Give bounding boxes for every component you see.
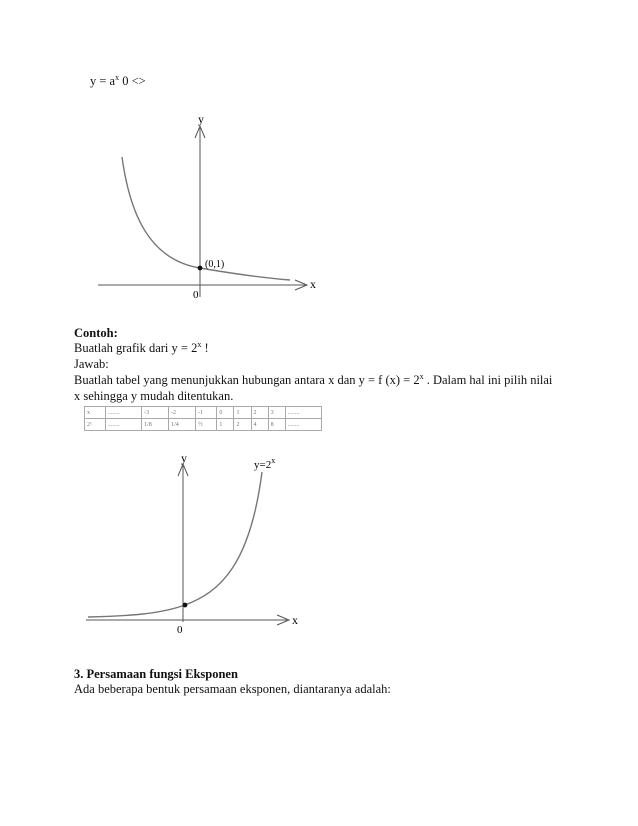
table-cell: 0 [217, 407, 234, 419]
table-cell: 4 [251, 419, 268, 431]
table-cell: 8 [268, 419, 285, 431]
table-cell: ........ [105, 419, 141, 431]
table-cell: 1 [217, 419, 234, 431]
graph1-point [198, 266, 203, 271]
graph2-y-label: y [181, 451, 187, 465]
section3-body: Ada beberapa bentuk persamaan eksponen, diantaranya adalah: [74, 682, 391, 696]
graph2-point [183, 603, 188, 608]
graph2-curve-label: $y=2^x$ [254, 456, 276, 471]
table-cell: ........ [285, 419, 321, 431]
contoh-line4: x sehingga y mudah ditentukan. [74, 389, 234, 403]
table-row [85, 419, 322, 431]
table-cell: 1 [234, 407, 251, 419]
table-cell: 2ˣ [85, 419, 106, 431]
graph1-y-label: y [198, 112, 204, 126]
table-cell: 2 [234, 419, 251, 431]
table-cell: -1 [196, 407, 217, 419]
contoh-heading: Contoh: [74, 326, 118, 340]
graph2-origin-label: 0 [177, 624, 183, 636]
contoh-line3: Buatlah tabel yang menunjukkan hubungan antara x dan y = f $(x) = 2^x$ . Dalam hal ini pilih nilai [74, 372, 553, 387]
table-cell: -2 [169, 407, 196, 419]
table-cell: ½ [196, 419, 217, 431]
graph2-curve [88, 472, 262, 617]
table-cell: x [85, 407, 106, 419]
table-cell: ........ [285, 407, 321, 419]
graph1-x-label: x [310, 277, 316, 291]
header-formula: $y = a^x$ 0 <> [90, 73, 146, 88]
table-row [85, 407, 322, 419]
table-cell: 2 [251, 407, 268, 419]
graph1-origin-label: 0 [193, 289, 199, 301]
table-cell: 1/4 [169, 419, 196, 431]
contoh-line1: Buatlah grafik dari $y = 2^x$ ! [74, 340, 209, 355]
table-cell: ........ [105, 407, 141, 419]
section3-heading: 3. Persamaan fungsi Eksponen [74, 667, 238, 681]
contoh-jawab: Jawab: [74, 357, 109, 371]
table-cell: 3 [268, 407, 285, 419]
table-cell: 1/8 [142, 419, 169, 431]
graph2-x-label: x [292, 613, 298, 627]
value-table [84, 406, 322, 431]
graph1-point-label: (0,1) [205, 259, 225, 270]
table-cell: -3 [142, 407, 169, 419]
